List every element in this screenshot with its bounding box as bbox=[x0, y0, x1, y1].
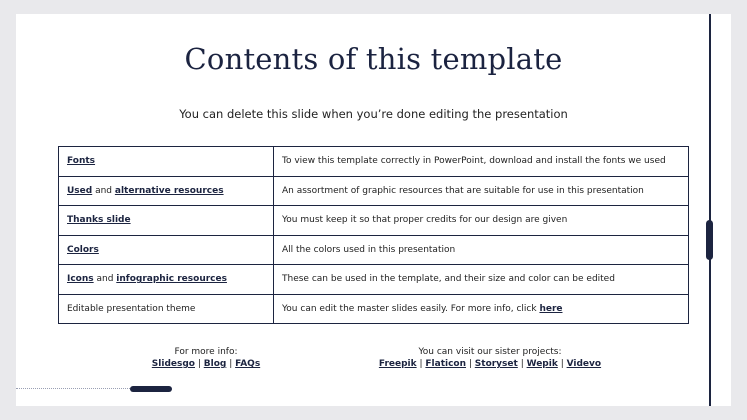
link-separator: | bbox=[557, 359, 567, 369]
link-separator: | bbox=[226, 359, 236, 369]
blog-link[interactable]: Blog bbox=[203, 359, 227, 369]
storyset-link[interactable]: Storyset bbox=[474, 359, 518, 369]
link-separator: | bbox=[466, 359, 475, 369]
row-description-cell bbox=[274, 265, 689, 295]
contents-table-body bbox=[59, 147, 689, 324]
link-separator: | bbox=[194, 359, 204, 369]
icons-link[interactable]: Icons bbox=[67, 274, 94, 285]
faqs-link[interactable]: FAQs bbox=[235, 359, 261, 369]
here-link[interactable]: here bbox=[539, 303, 563, 314]
table-row bbox=[59, 294, 689, 324]
cell-text: and bbox=[93, 274, 117, 285]
row-label-cell bbox=[59, 265, 274, 295]
vertical-accent-bar bbox=[706, 220, 713, 260]
footer-sister-projects-label: You can visit our sister projects: bbox=[418, 347, 562, 357]
footer-sister-projects bbox=[356, 346, 624, 370]
freepik-link[interactable]: Freepik bbox=[378, 359, 417, 369]
flaticon-link[interactable]: Flaticon bbox=[425, 359, 467, 369]
colors-link[interactable]: Colors bbox=[67, 244, 99, 255]
table-row bbox=[59, 265, 689, 295]
link-separator: | bbox=[416, 359, 426, 369]
cell-text: Editable presentation theme bbox=[67, 303, 196, 314]
infographic-resources-link[interactable]: infographic resources bbox=[116, 274, 227, 285]
alternative-resources-link[interactable]: alternative resources bbox=[114, 185, 224, 196]
contents-table bbox=[58, 146, 689, 324]
row-description-cell bbox=[274, 176, 689, 206]
row-label-cell bbox=[59, 147, 274, 177]
thanks-slide-link[interactable]: Thanks slide bbox=[67, 215, 131, 226]
slidesgo-link[interactable]: Slidesgo bbox=[151, 359, 195, 369]
row-description-cell bbox=[274, 294, 689, 324]
row-label-cell bbox=[59, 235, 274, 265]
fonts-link[interactable]: Fonts bbox=[67, 156, 96, 167]
row-label-cell bbox=[59, 176, 274, 206]
footer-more-info bbox=[136, 346, 276, 370]
slide-title: Contents of this template bbox=[184, 42, 563, 76]
row-description-cell bbox=[274, 235, 689, 265]
link-separator: | bbox=[517, 359, 527, 369]
slide-subtitle: You can delete this slide when you’re done editing the presentation bbox=[179, 107, 568, 121]
cell-text: An assortment of graphic resources that are suitable for use in this presentation bbox=[282, 185, 644, 196]
dotted-progress-line bbox=[16, 388, 138, 389]
row-description-cell bbox=[274, 147, 689, 177]
table-row bbox=[59, 235, 689, 265]
wepik-link[interactable]: Wepik bbox=[526, 359, 558, 369]
row-label-cell bbox=[59, 206, 274, 236]
cell-text: All the colors used in this presentation bbox=[282, 244, 456, 255]
cell-text: To view this template correctly in PowerPoint, download and install the fonts we used bbox=[282, 156, 666, 167]
table-row bbox=[59, 147, 689, 177]
videvo-link[interactable]: Videvo bbox=[566, 359, 602, 369]
horizontal-accent-bar bbox=[130, 386, 172, 392]
cell-text: You can edit the master slides easily. For more info, click bbox=[282, 303, 540, 314]
footer-sister-projects-links bbox=[356, 358, 624, 370]
cell-text: You must keep it so that proper credits for our design are given bbox=[282, 215, 568, 226]
row-description-cell bbox=[274, 206, 689, 236]
footer-more-info-label: For more info: bbox=[174, 347, 238, 357]
row-label-cell bbox=[59, 294, 274, 324]
vertical-divider-line bbox=[709, 14, 711, 406]
slide bbox=[16, 14, 731, 406]
table-row bbox=[59, 176, 689, 206]
footer-more-info-links bbox=[136, 358, 276, 370]
cell-text: These can be used in the template, and their size and color can be edited bbox=[282, 274, 615, 285]
table-row bbox=[59, 206, 689, 236]
cell-text: and bbox=[92, 185, 115, 196]
used-link[interactable]: Used bbox=[67, 185, 93, 196]
